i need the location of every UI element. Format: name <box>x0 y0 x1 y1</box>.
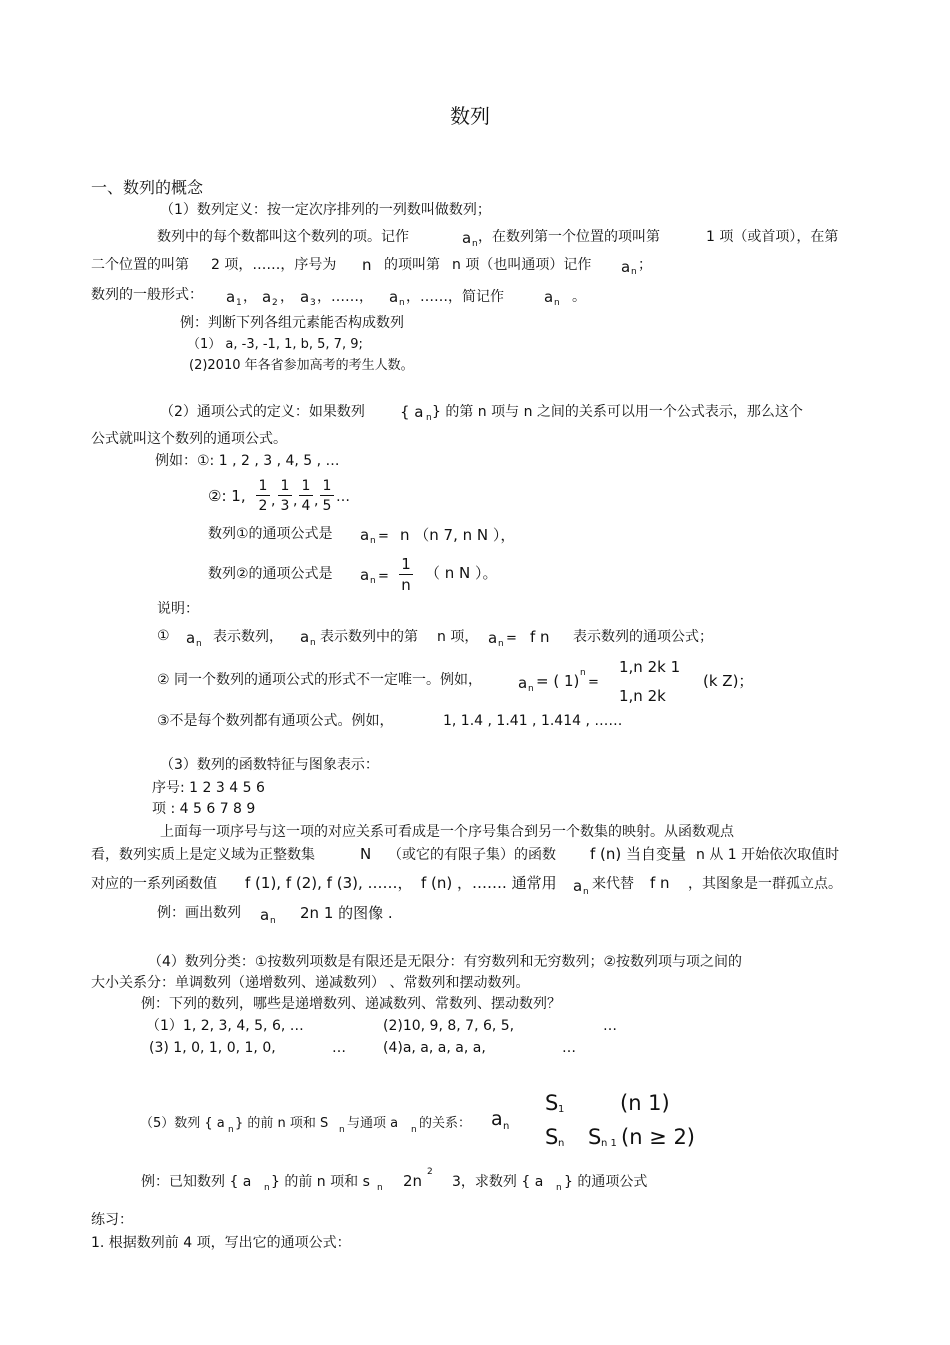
text-line: ，在数列第一个位置的项叫第 <box>478 229 660 245</box>
piecewise-case: 1,n 2k 1 <box>619 658 681 676</box>
math-subscript: n <box>498 639 504 649</box>
math-subscript: n <box>370 576 376 586</box>
example-item: （1）1, 2, 3, 4, 5, 6, … <box>146 1018 304 1034</box>
math-N: N <box>360 845 372 863</box>
text-line: 表示数列中的第 <box>320 629 418 645</box>
math-a: a <box>573 877 583 895</box>
equals: = <box>506 631 517 646</box>
text-line: 上面每一项序号与这一项的对应关系可看成是一个序号集合到另一个数集的映射。从函数观点 <box>160 824 734 840</box>
example-item: (3) 1, 0, 1, 0, 1, 0, <box>149 1040 276 1056</box>
text-line: n 项， <box>437 629 479 645</box>
text-line: 2 项，……，序号为 <box>211 257 337 273</box>
math-S: S <box>545 1125 559 1149</box>
text-line: 1 项（或首项），在第 <box>706 229 839 245</box>
math-expression: n （n 7, n N ）， <box>400 526 516 544</box>
fraction: $\frac{1}{4}$ <box>299 479 313 513</box>
math-subscript: n <box>339 1125 345 1135</box>
example-line: ②: 1, <box>208 487 246 505</box>
math-a: a <box>300 628 310 646</box>
text-line: 数列的一般形式： <box>91 287 203 303</box>
fraction: $\frac{1}{3}$ <box>278 479 292 513</box>
example-item: （1） a, -3, -1, 1, b, 5, 7, 9; <box>187 337 363 352</box>
math-a: a <box>260 906 270 924</box>
math-a: a <box>518 674 528 692</box>
text-line: ，……，简记作 <box>406 289 504 305</box>
text-line: 来代替 <box>592 876 634 892</box>
text-line: 3，求数列 { a <box>452 1174 544 1190</box>
math-expression: 2n <box>403 1172 423 1190</box>
text-line: 二个位置的叫第 <box>91 257 189 273</box>
text-line: ① <box>157 628 170 644</box>
text-line: 表示数列， <box>213 629 283 645</box>
text-line: ③不是每个数列都有通项公式。例如， <box>157 713 394 729</box>
math-subscript: n <box>411 1125 417 1135</box>
text-line: （5）数列 { a <box>140 1116 225 1131</box>
equals: = <box>378 569 389 584</box>
table-row: 项 : 4 5 6 7 8 9 <box>152 801 256 817</box>
math-a: a <box>491 1108 503 1130</box>
section-heading: 一、数列的概念 <box>91 178 204 197</box>
piecewise-case: 1,n 2k <box>619 687 666 705</box>
example-item: (2)2010 年各省参加高考的考生人数。 <box>189 358 414 373</box>
text-line: 数列①的通项公式是 <box>208 526 333 542</box>
text-line: 。 <box>572 289 586 305</box>
text-line: 大小关系分：单调数列（递增数列、递减数列） 、常数列和摆动数列。 <box>91 975 530 991</box>
text-line: 公式就叫这个数列的通项公式。 <box>91 431 287 447</box>
text-line: ； <box>638 257 652 273</box>
math-subscript: n 1 <box>601 1138 617 1149</box>
note-label: 说明： <box>157 601 199 617</box>
math-a: a <box>300 288 310 306</box>
math-subscript: n <box>228 1125 234 1135</box>
text-line: 数列②的通项公式是 <box>208 566 333 582</box>
text-line: } 的前 n 项和 s <box>271 1174 370 1190</box>
math-subscript: n <box>558 1138 565 1149</box>
math-a: a <box>360 566 370 584</box>
math-subscript: n <box>472 239 478 249</box>
math-subscript: 3 <box>310 298 316 308</box>
example-label: 例：判断下列各组元素能否构成数列 <box>180 315 404 331</box>
math-expression: = ( 1) <box>536 672 580 690</box>
math-subscript: 1 <box>558 1104 565 1115</box>
text-line: 例：已知数列 { a <box>141 1174 252 1190</box>
fraction: $\frac{1}{n}$ <box>399 557 413 593</box>
ellipsis: … <box>332 1040 346 1056</box>
comma: , <box>293 493 298 509</box>
math-a: a <box>488 629 498 647</box>
practice-question: 1. 根据数列前 4 项，写出它的通项公式： <box>91 1235 351 1251</box>
math-subscript: n <box>556 1183 562 1193</box>
text-line: 例：画出数列 <box>157 905 241 921</box>
math-a: a <box>544 288 554 306</box>
text-line: ， <box>280 289 294 305</box>
table-row: 序号: 1 2 3 4 5 6 <box>152 780 265 796</box>
fraction: $\frac{1}{5}$ <box>320 479 334 513</box>
text-line: 表示数列的通项公式； <box>573 629 713 645</box>
math-expression: (k Z)； <box>703 672 754 690</box>
text-line: 与通项 a <box>347 1116 399 1131</box>
math-a: a <box>226 288 236 306</box>
text-line: } 的通项公式 <box>564 1174 648 1190</box>
text-line: 看，数列实质上是定义域为正整数集 <box>91 847 315 863</box>
math-subscript: n <box>426 413 432 423</box>
fraction: $\frac{1}{2}$ <box>256 479 270 513</box>
ellipsis: … <box>336 489 350 505</box>
ellipsis: … <box>603 1018 617 1034</box>
math-subscript: n <box>399 298 405 308</box>
practice-heading: 练习： <box>91 1212 133 1228</box>
example-line: 例如：①: 1 , 2 , 3 , 4, 5 , … <box>155 453 340 469</box>
math-subscript: n <box>554 298 560 308</box>
math-subscript: n <box>310 638 316 648</box>
math-subscript: n <box>503 1121 510 1132</box>
math-superscript: 2 <box>427 1167 433 1177</box>
math-set: { a <box>400 403 424 421</box>
text-line: ，其图象是一群孤立点。 <box>688 876 842 892</box>
math-superscript: n <box>580 668 586 678</box>
math-expression: f n <box>650 874 670 892</box>
ellipsis: … <box>562 1040 576 1056</box>
math-S: S <box>545 1091 559 1115</box>
text-line: 对应的一系列函数值 <box>91 876 217 892</box>
text-line: ，……， <box>317 289 373 305</box>
math-a: a <box>462 229 472 247</box>
example-item: (4)a, a, a, a, a, <box>383 1040 486 1056</box>
text-line: （或它的有限子集）的函数 <box>388 847 556 863</box>
math-expression: (n ≥ 2) <box>621 1125 696 1149</box>
math-a: a <box>186 629 196 647</box>
math-a: a <box>360 526 370 544</box>
equals: = <box>378 529 389 544</box>
text-line: 的项叫第 <box>384 257 440 273</box>
math-subscript: n <box>528 684 534 694</box>
math-expression: f (1), f (2), f (3), ……， <box>245 874 413 892</box>
math-a: a <box>621 258 631 276</box>
text-line: } 的第 n 项与 n 之间的关系可以用一个公式表示，那么这个 <box>432 404 803 420</box>
math-expression: 1, 1.4 , 1.41 , 1.414 , …… <box>443 713 623 729</box>
math-a: a <box>389 288 399 306</box>
math-subscript: n <box>264 1183 270 1193</box>
math-subscript: 1 <box>236 298 242 308</box>
math-subscript: n <box>370 536 376 546</box>
text-line: 的关系： <box>419 1116 472 1131</box>
math-subscript: 2 <box>272 298 278 308</box>
math-expression: f (n) ，……. 通常用 <box>421 874 557 892</box>
text-line: （4）数列分类：①按数列项数是有限还是无限分：有穷数列和无穷数列；②按数列项与项之间的 <box>148 954 743 970</box>
math-subscript: n <box>196 639 202 649</box>
text-line: （1）数列定义：按一定次序排列的一列数叫做数列； <box>160 202 491 218</box>
math-n: n <box>362 256 372 274</box>
text-line: 数列中的每个数都叫这个数列的项。记作 <box>157 229 409 245</box>
text-line: （3）数列的函数特征与图象表示： <box>160 757 379 773</box>
example-item: (2)10, 9, 8, 7, 6, 5, <box>383 1018 515 1034</box>
page-title: 数列 <box>450 104 490 128</box>
text-line: ， <box>243 289 257 305</box>
math-expression: f (n) 当自变量 <box>590 845 687 863</box>
math-subscript: n <box>270 916 276 926</box>
text-line: （2）通项公式的定义：如果数列 <box>160 404 365 420</box>
example-label: 例：下列的数列，哪些是递增数列、递减数列、常数列、摆动数列？ <box>141 996 561 1012</box>
text-line: n 从 1 开始依次取值时 <box>696 847 840 863</box>
math-expression: 2n 1 的图像 . <box>300 904 393 922</box>
text-line: ② 同一个数列的通项公式的形式不一定唯一。例如， <box>157 672 482 688</box>
math-expression: f n <box>530 628 550 646</box>
math-S: S <box>588 1125 602 1149</box>
math-a: a <box>262 288 272 306</box>
equals: = <box>588 675 599 690</box>
comma: , <box>314 493 319 509</box>
math-subscript: n <box>377 1183 383 1193</box>
math-expression: (n 1) <box>620 1091 670 1115</box>
math-subscript: n <box>631 267 637 277</box>
text-line: n 项（也叫通项）记作 <box>452 257 592 273</box>
text-line: } 的前 n 项和 S <box>235 1116 329 1131</box>
comma: , <box>271 493 276 509</box>
math-expression: （ n N ）。 <box>425 564 498 582</box>
math-subscript: n <box>583 887 589 897</box>
